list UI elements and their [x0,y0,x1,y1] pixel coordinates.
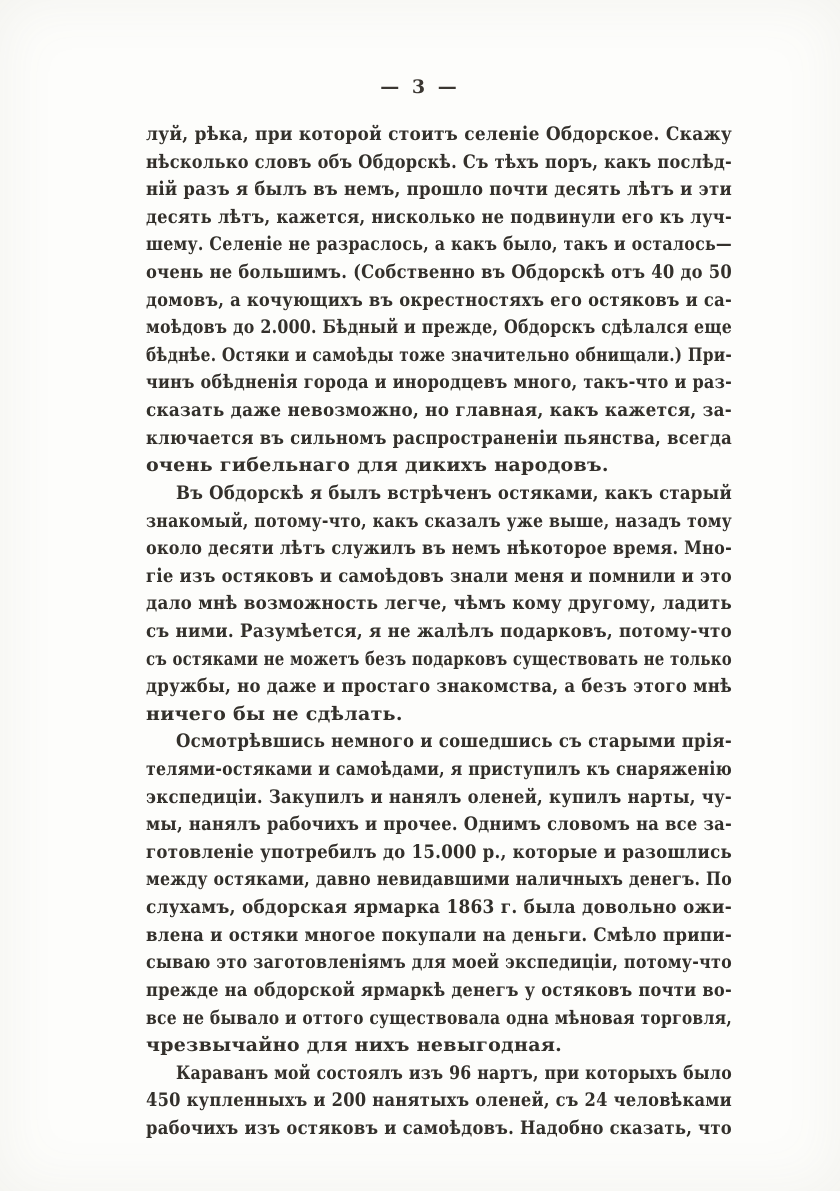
text-line: чинъ обѣдненія города и инородцевъ много, такъ-что и раз- [146,371,732,394]
text-line: шему. Селеніе не разраслось, а какъ было, такъ и осталось— [146,233,732,256]
text-line: слухамъ, обдорская ярмарка 1863 г. была довольно ожи- [146,896,732,919]
paragraph [146,480,732,728]
text-line: прежде на обдорской ярмаркѣ денегъ у остяковъ почти во- [146,978,732,1001]
text-line: Въ Обдорскѣ я былъ встрѣченъ остяками, какъ старый [176,481,732,504]
text-line: дружбы, но даже и простаго знакомства, а безъ этого мнѣ [146,675,732,698]
text-line: рабочихъ изъ остяковъ и самоѣдовъ. Надобно сказать, что [146,1116,732,1139]
text-line: бѣднѣе. Остяки и самоѣды тоже значительно обнищали.) При- [146,343,732,366]
text-line: сказать даже невозможно, но главная, какъ кажется, за- [146,399,732,422]
text-line: съ остяками не можетъ безъ подарковъ существовать не только [146,647,732,670]
text-line: между остяками, давно невидавшими наличныхъ денегъ. По [146,868,732,891]
text-line: ключается въ сильномъ распространеніи пьянства, всегда [146,426,732,449]
text-line: Караванъ мой состоялъ изъ 96 нартъ, при которыхъ было [176,1061,732,1084]
text-line: нѣсколько словъ объ Обдорскѣ. Съ тѣхъ поръ, какъ послѣд- [146,150,732,173]
text-line: съ ними. Разумѣется, я не жалѣлъ подарковъ, потому-что [146,619,732,642]
text-line: десять лѣтъ, кажется, нисколько не подвинули его къ луч- [146,205,732,228]
paragraph [146,121,732,480]
text-line: все не бывало и оттого существовала одна мѣновая торговля, [146,1006,732,1029]
text-line: около десяти лѣтъ служилъ въ немъ нѣкоторое время. Мно- [146,537,732,560]
text-line: готовленіе употребилъ до 15.000 р., которые и разошлись [146,840,732,863]
text-line: знакомый, потому-что, какъ сказалъ уже выше, назадъ тому [146,509,732,532]
text-line: домовъ, а кочующихъ въ окрестностяхъ его остяковъ и са- [146,288,732,311]
text-block [146,121,732,1143]
text-line: 450 купленныхъ и 200 нанятыхъ оленей, съ 24 человѣками [146,1089,732,1112]
text-line: ничего бы не сдѣлать. [146,702,403,725]
text-line: очень не большимъ. (Собственно въ Обдорскѣ отъ 40 до 50 [146,261,732,284]
page-number: — 3 — [380,76,460,98]
text-line: Осмотрѣвшись немного и сошедшись съ старыми прія- [176,730,732,753]
text-line: моѣдовъ до 2.000. Бѣдный и прежде, Обдорскъ сдѣлался еще [146,316,732,339]
text-line: очень гибельнаго для дикихъ народовъ. [146,454,609,477]
text-line: чрезвычайно для нихъ невыгодная. [146,1034,563,1057]
text-line: ній разъ я былъ въ немъ, прошло почти десять лѣтъ и эти [146,178,732,201]
text-line: луй, рѣка, при которой стоитъ селеніе Обдорское. Скажу [146,123,732,145]
paragraph [146,1060,732,1143]
text-line: сываю это заготовленіямъ для моей экспедиціи, потому-что [146,951,732,974]
text-line: мы, нанялъ рабочихъ и прочее. Однимъ словомъ на все за- [146,813,732,836]
text-line: дало мнѣ возможность легче, чѣмъ кому другому, ладить [146,592,732,615]
text-line: экспедиціи. Закупилъ и нанялъ оленей, купилъ нарты, чу- [146,785,732,808]
paragraph [146,728,732,1059]
text-line: влена и остяки многое покупали на деньги. Смѣло припи- [146,923,732,946]
text-line: телями-остяками и самоѣдами, я приступилъ къ снаряженію [146,758,732,781]
text-line: гіе изъ остяковъ и самоѣдовъ знали меня и помнили и это [146,564,732,587]
